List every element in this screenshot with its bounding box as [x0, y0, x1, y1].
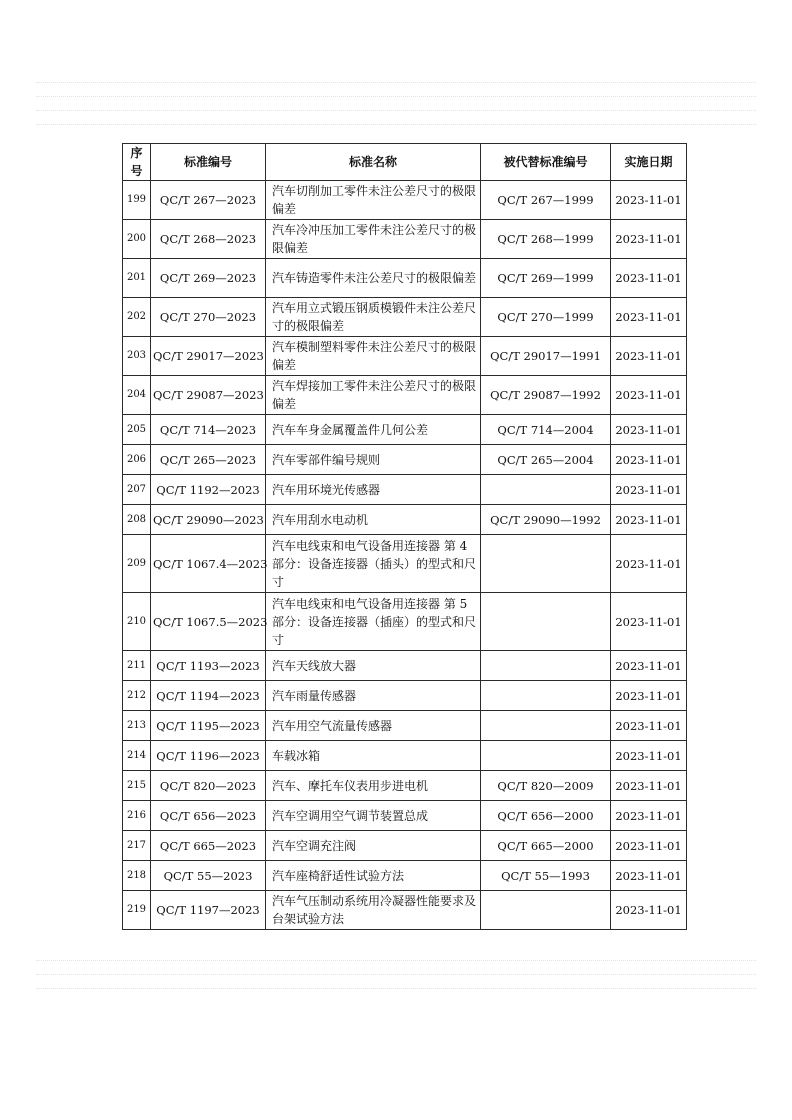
table-row	[123, 801, 687, 831]
row-effective-date: 2023-11-01	[611, 593, 687, 651]
row-standard-name: 汽车模制塑料零件未注公差尺寸的极限偏差	[266, 337, 481, 376]
row-effective-date: 2023-11-01	[611, 891, 687, 930]
row-standard-code: QC/T 656—2023	[151, 801, 266, 831]
table-row	[123, 861, 687, 891]
row-replaced-code: QC/T 268—1999	[481, 220, 611, 259]
row-standard-name: 汽车用空气流量传感器	[266, 711, 481, 741]
row-effective-date: 2023-11-01	[611, 831, 687, 861]
table-row	[123, 771, 687, 801]
table-row	[123, 376, 687, 415]
row-serial: 208	[123, 505, 151, 535]
row-standard-name: 汽车用环境光传感器	[266, 475, 481, 505]
row-standard-name: 汽车空调用空气调节装置总成	[266, 801, 481, 831]
row-replaced-code: QC/T 55—1993	[481, 861, 611, 891]
row-serial: 206	[123, 445, 151, 475]
row-effective-date: 2023-11-01	[611, 801, 687, 831]
row-standard-name: 汽车铸造零件未注公差尺寸的极限偏差	[266, 259, 481, 298]
header-effective-date: 实施日期	[611, 144, 687, 181]
row-effective-date: 2023-11-01	[611, 861, 687, 891]
table-row	[123, 445, 687, 475]
table-row	[123, 651, 687, 681]
table-row	[123, 475, 687, 505]
row-replaced-code	[481, 475, 611, 505]
row-replaced-code: QC/T 29087—1992	[481, 376, 611, 415]
row-standard-name: 汽车天线放大器	[266, 651, 481, 681]
row-standard-name: 汽车座椅舒适性试验方法	[266, 861, 481, 891]
page-dot-line	[36, 960, 756, 962]
row-standard-name: 汽车、摩托车仪表用步进电机	[266, 771, 481, 801]
row-effective-date: 2023-11-01	[611, 505, 687, 535]
table-row	[123, 337, 687, 376]
table-row	[123, 181, 687, 220]
table-row	[123, 259, 687, 298]
row-serial: 202	[123, 298, 151, 337]
row-standard-name: 汽车电线束和电气设备用连接器 第 5 部分：设备连接器（插座）的型式和尺寸	[266, 593, 481, 651]
row-standard-code: QC/T 29087—2023	[151, 376, 266, 415]
row-effective-date: 2023-11-01	[611, 220, 687, 259]
page-dot-line	[36, 82, 756, 84]
row-replaced-code: QC/T 29090—1992	[481, 505, 611, 535]
row-replaced-code	[481, 535, 611, 593]
row-serial: 216	[123, 801, 151, 831]
standards-table	[122, 143, 687, 930]
row-effective-date: 2023-11-01	[611, 651, 687, 681]
row-effective-date: 2023-11-01	[611, 181, 687, 220]
row-standard-name: 汽车电线束和电气设备用连接器 第 4 部分：设备连接器（插头）的型式和尺寸	[266, 535, 481, 593]
row-serial: 200	[123, 220, 151, 259]
row-standard-code: QC/T 1192—2023	[151, 475, 266, 505]
row-replaced-code	[481, 681, 611, 711]
table-row	[123, 711, 687, 741]
row-standard-name: 汽车用立式锻压钢质模锻件未注公差尺寸的极限偏差	[266, 298, 481, 337]
row-replaced-code: QC/T 29017—1991	[481, 337, 611, 376]
row-effective-date: 2023-11-01	[611, 771, 687, 801]
row-standard-code: QC/T 267—2023	[151, 181, 266, 220]
row-serial: 204	[123, 376, 151, 415]
row-effective-date: 2023-11-01	[611, 415, 687, 445]
row-standard-code: QC/T 29017—2023	[151, 337, 266, 376]
row-effective-date: 2023-11-01	[611, 475, 687, 505]
row-effective-date: 2023-11-01	[611, 445, 687, 475]
row-serial: 217	[123, 831, 151, 861]
row-replaced-code: QC/T 270—1999	[481, 298, 611, 337]
header-replaced-code: 被代替标准编号	[481, 144, 611, 181]
table-row	[123, 593, 687, 651]
row-standard-code: QC/T 665—2023	[151, 831, 266, 861]
row-serial: 218	[123, 861, 151, 891]
header-standard-name: 标准名称	[266, 144, 481, 181]
row-standard-code: QC/T 268—2023	[151, 220, 266, 259]
row-effective-date: 2023-11-01	[611, 741, 687, 771]
row-standard-name: 汽车切削加工零件未注公差尺寸的极限偏差	[266, 181, 481, 220]
row-standard-name: 汽车零部件编号规则	[266, 445, 481, 475]
row-standard-name: 车载冰箱	[266, 741, 481, 771]
row-standard-code: QC/T 1067.4—2023	[151, 535, 266, 593]
row-serial: 203	[123, 337, 151, 376]
row-standard-name: 汽车车身金属覆盖件几何公差	[266, 415, 481, 445]
row-standard-code: QC/T 1193—2023	[151, 651, 266, 681]
table-row	[123, 891, 687, 930]
row-replaced-code: QC/T 656—2000	[481, 801, 611, 831]
row-effective-date: 2023-11-01	[611, 711, 687, 741]
page-dot-line	[36, 110, 756, 112]
row-serial: 213	[123, 711, 151, 741]
table-header-row	[123, 144, 687, 181]
row-replaced-code: QC/T 269—1999	[481, 259, 611, 298]
row-standard-name: 汽车空调充注阀	[266, 831, 481, 861]
row-standard-code: QC/T 269—2023	[151, 259, 266, 298]
page-dot-line	[36, 988, 756, 990]
table-row	[123, 298, 687, 337]
row-standard-code: QC/T 1195—2023	[151, 711, 266, 741]
row-standard-name: 汽车用刮水电动机	[266, 505, 481, 535]
row-replaced-code: QC/T 265—2004	[481, 445, 611, 475]
row-effective-date: 2023-11-01	[611, 298, 687, 337]
row-standard-code: QC/T 820—2023	[151, 771, 266, 801]
row-replaced-code: QC/T 665—2000	[481, 831, 611, 861]
row-standard-name: 汽车雨量传感器	[266, 681, 481, 711]
table-row	[123, 220, 687, 259]
row-effective-date: 2023-11-01	[611, 259, 687, 298]
row-serial: 201	[123, 259, 151, 298]
row-standard-name: 汽车气压制动系统用冷凝器性能要求及台架试验方法	[266, 891, 481, 930]
row-replaced-code	[481, 593, 611, 651]
page-dot-line	[36, 974, 756, 976]
row-serial: 219	[123, 891, 151, 930]
table-row	[123, 535, 687, 593]
row-replaced-code: QC/T 267—1999	[481, 181, 611, 220]
row-serial: 205	[123, 415, 151, 445]
row-serial: 212	[123, 681, 151, 711]
row-serial: 214	[123, 741, 151, 771]
row-replaced-code	[481, 651, 611, 681]
row-standard-code: QC/T 1196—2023	[151, 741, 266, 771]
page-dot-line	[36, 96, 756, 98]
row-replaced-code: QC/T 820—2009	[481, 771, 611, 801]
row-serial: 199	[123, 181, 151, 220]
row-effective-date: 2023-11-01	[611, 376, 687, 415]
header-standard-code: 标准编号	[151, 144, 266, 181]
row-replaced-code: QC/T 714—2004	[481, 415, 611, 445]
row-standard-code: QC/T 29090—2023	[151, 505, 266, 535]
row-standard-code: QC/T 270—2023	[151, 298, 266, 337]
header-serial: 序号	[123, 144, 151, 181]
row-standard-name: 汽车焊接加工零件未注公差尺寸的极限偏差	[266, 376, 481, 415]
table-row	[123, 831, 687, 861]
table-row	[123, 681, 687, 711]
row-effective-date: 2023-11-01	[611, 681, 687, 711]
row-standard-code: QC/T 55—2023	[151, 861, 266, 891]
table-row	[123, 505, 687, 535]
row-standard-code: QC/T 1194—2023	[151, 681, 266, 711]
row-serial: 209	[123, 535, 151, 593]
row-serial: 211	[123, 651, 151, 681]
row-serial: 210	[123, 593, 151, 651]
page-dot-line	[36, 124, 756, 126]
row-serial: 215	[123, 771, 151, 801]
row-replaced-code	[481, 711, 611, 741]
row-standard-code: QC/T 1067.5—2023	[151, 593, 266, 651]
table-row	[123, 741, 687, 771]
row-replaced-code	[481, 891, 611, 930]
row-standard-name: 汽车冷冲压加工零件未注公差尺寸的极限偏差	[266, 220, 481, 259]
row-effective-date: 2023-11-01	[611, 535, 687, 593]
row-replaced-code	[481, 741, 611, 771]
row-effective-date: 2023-11-01	[611, 337, 687, 376]
row-standard-code: QC/T 265—2023	[151, 445, 266, 475]
row-serial: 207	[123, 475, 151, 505]
table-row	[123, 415, 687, 445]
row-standard-code: QC/T 714—2023	[151, 415, 266, 445]
row-standard-code: QC/T 1197—2023	[151, 891, 266, 930]
